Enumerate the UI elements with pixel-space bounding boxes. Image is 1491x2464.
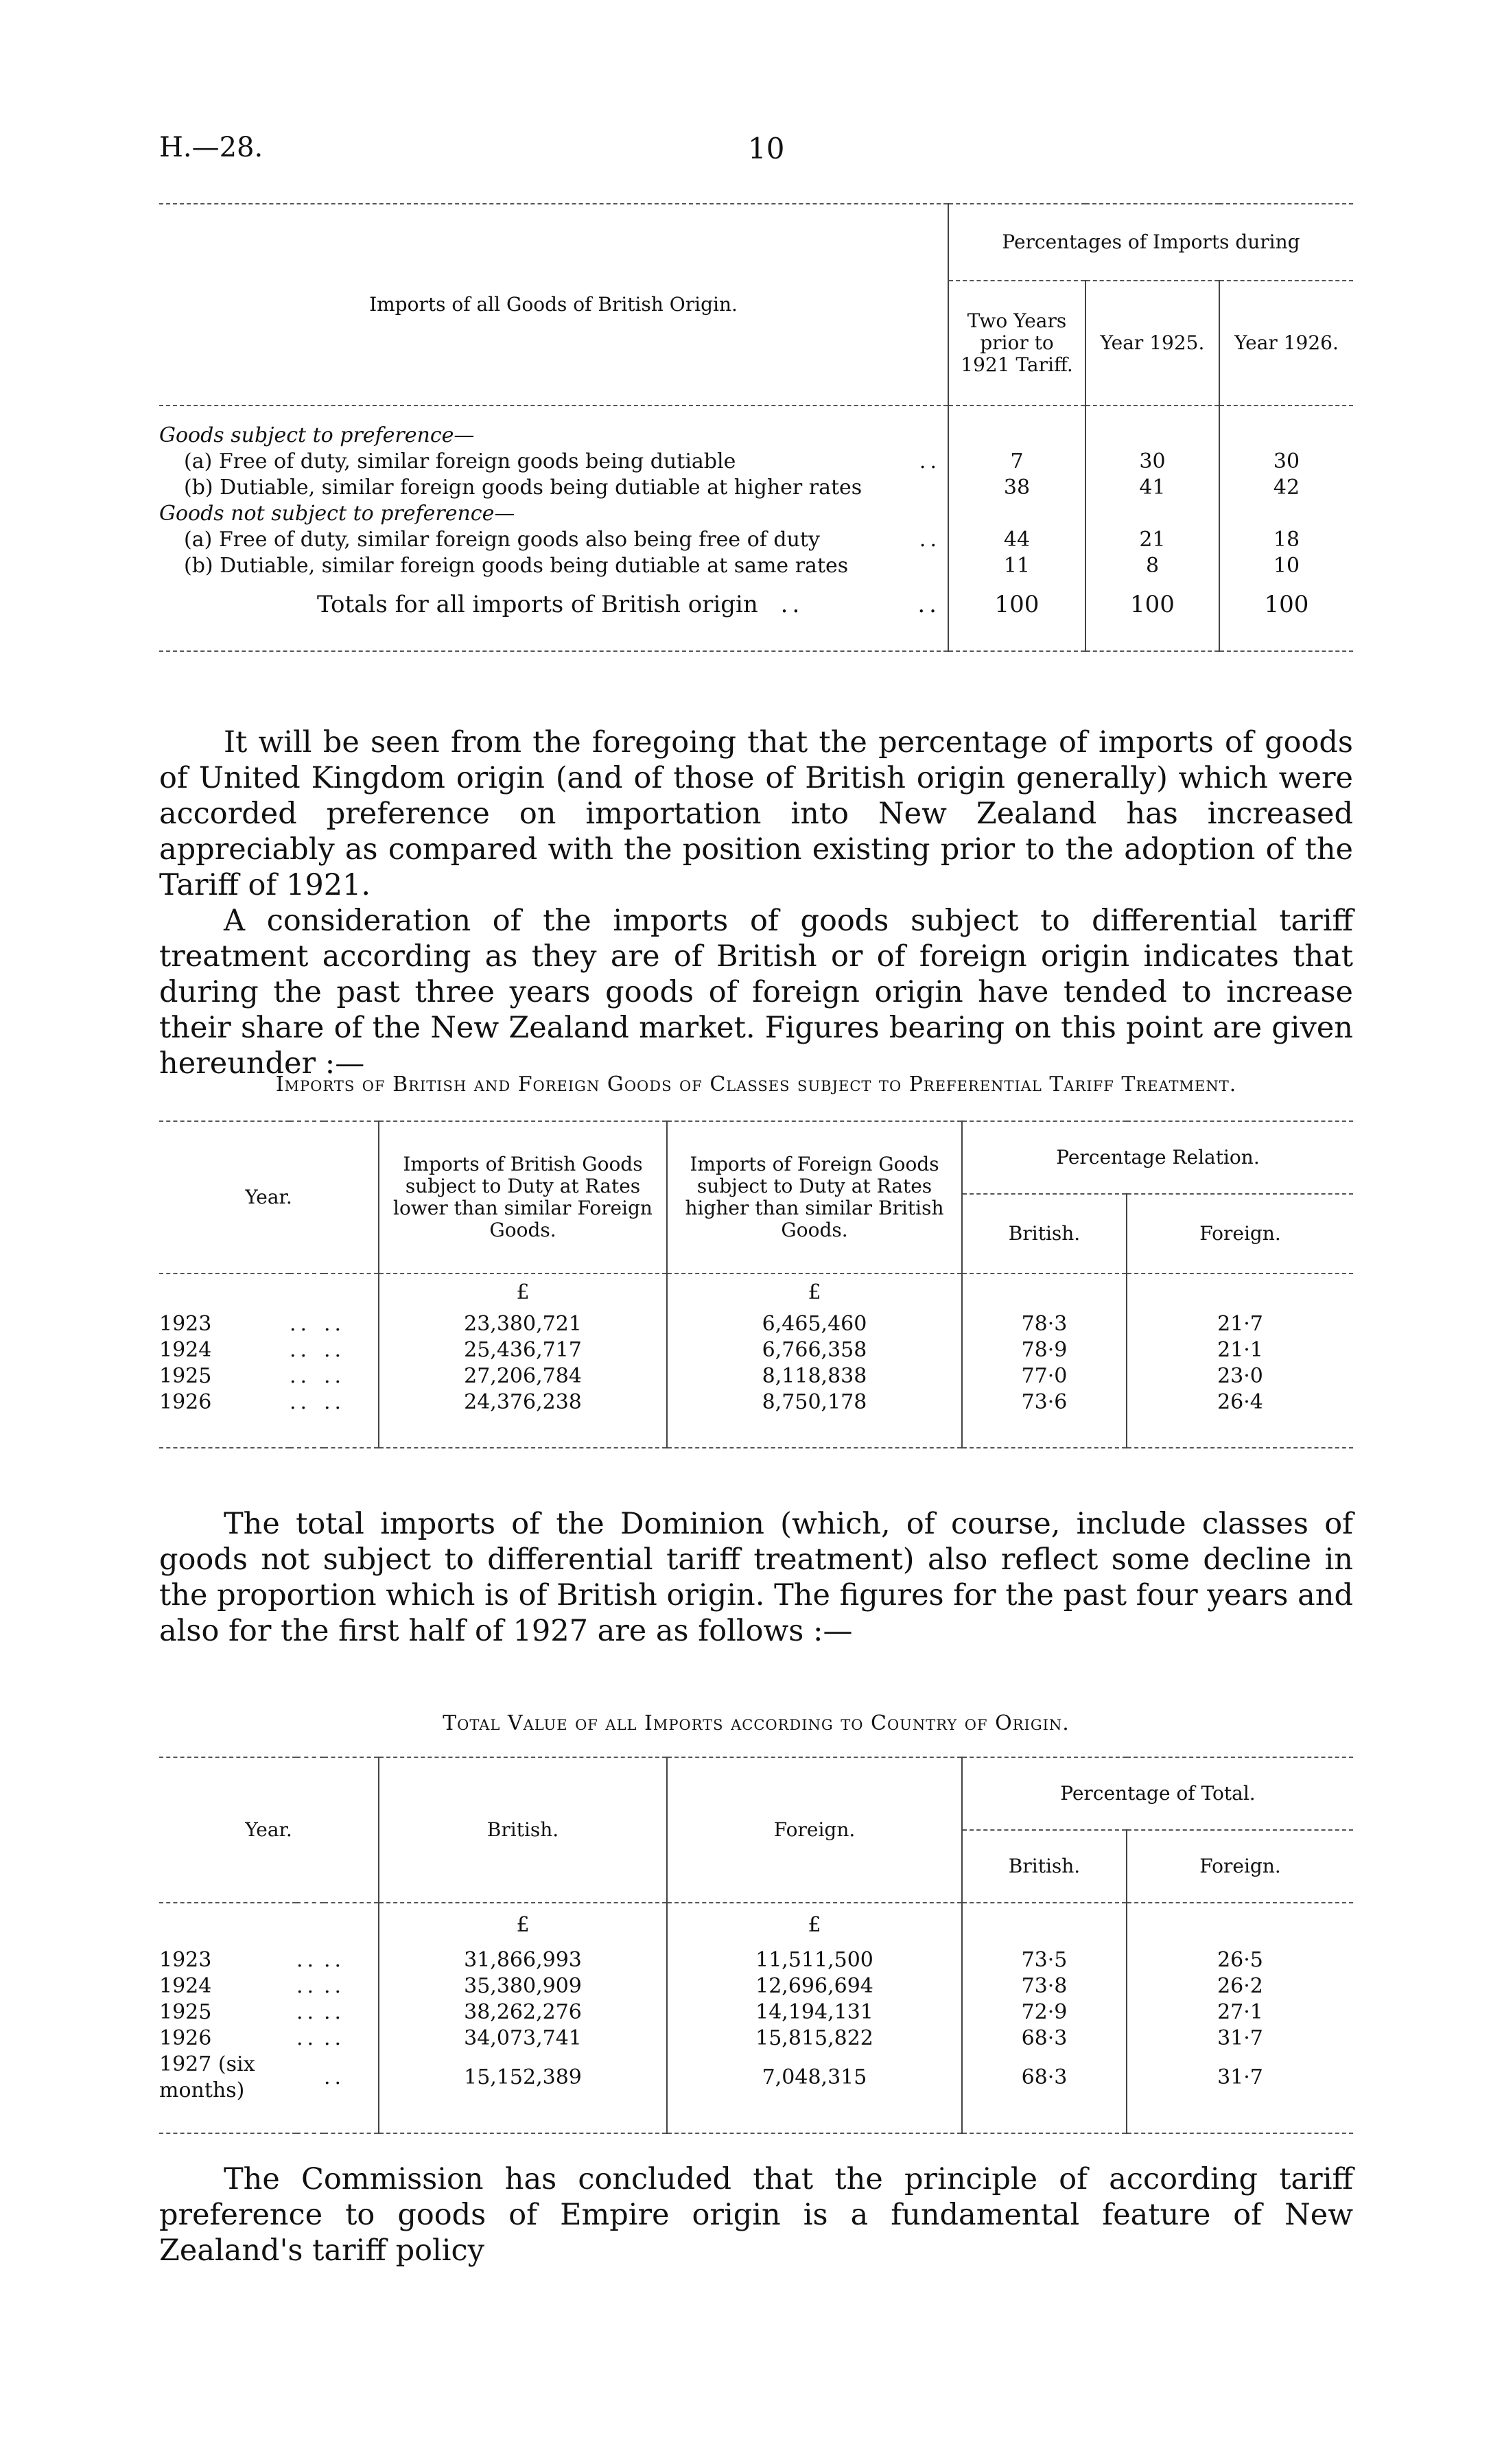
- cell-value: 100: [948, 591, 1085, 618]
- table-row: 1925 .. .. 38,262,276 14,194,131 72·9 27·1: [159, 1999, 1353, 2026]
- cell-value: 24,376,238: [379, 1389, 667, 1416]
- cell-value: 11: [948, 553, 1085, 579]
- cell-value: 7,048,315: [667, 2052, 962, 2104]
- table2-col-pct-foreign: Foreign.: [1127, 1194, 1353, 1274]
- cell-value: 30: [1219, 449, 1353, 475]
- table3-col-british: British.: [379, 1757, 667, 1903]
- paragraph: A consideration of the imports of goods subject to differential tariff treatment according as they are of British or of foreign origin indicates that during the past three years goods of foreign origin have tended to increase their share of the New Zealand market. Figures bearing on this point are given hereunder :—: [159, 904, 1353, 1081]
- currency-symbol: £: [379, 1903, 667, 1947]
- cell-value: 10: [1219, 553, 1353, 579]
- table-row: [159, 449, 1353, 475]
- cell-value: 8,750,178: [667, 1389, 962, 1416]
- table3-title: Total Value of all Imports according to Country of Origin.: [443, 1711, 1070, 1735]
- table-total-row: [159, 591, 1353, 618]
- cell-value: 23,380,721: [379, 1311, 667, 1337]
- table-row: [159, 475, 1353, 501]
- row-label: (b) Dutiable, similar foreign goods being dutiable at higher rates: [184, 476, 862, 500]
- table1-caption: Imports of all Goods of British Origin.: [369, 293, 738, 316]
- table-row: 1926 .. .. 34,073,741 15,815,822 68·3 31·7: [159, 2026, 1353, 2052]
- row-label: (a) Free of duty, similar foreign goods also being free of duty: [184, 528, 820, 552]
- cell-value: 34,073,741: [379, 2026, 667, 2052]
- body-text-1: [159, 725, 1353, 1081]
- cell-value: 11,511,500: [667, 1947, 962, 1973]
- cell-value: 38: [948, 475, 1085, 501]
- cell-value: 42: [1219, 475, 1353, 501]
- table-row: 1923 .. .. 31,866,993 11,511,500 73·5 26·5: [159, 1947, 1353, 1973]
- paragraph: It will be seen from the foregoing that the percentage of imports of goods of United Kingdom origin (and of those of British origin generally) which were accorded preference on importation into New Zealand has increased appreciably as compared with the position existing prior to the adoption of the Tariff of 1921.: [159, 725, 1353, 902]
- cell-year: 1924: [159, 1974, 212, 1998]
- table2-col-pct-british: British.: [962, 1194, 1127, 1274]
- paragraph: The total imports of the Dominion (which, of course, include classes of goods not subject to differential tariff treatment) also reflect some decline in the proportion which is of British origin. The figures for the past four years and also for the first half of 1927 are as follows :—: [159, 1507, 1353, 1648]
- paragraph: The Commission has concluded that the principle of according tariff preference to goods of Empire origin is a fundamental feature of New Zealand's tariff policy: [159, 2162, 1353, 2268]
- cell-value: 31·7: [1127, 2052, 1353, 2104]
- cell-value: 26·5: [1127, 1947, 1353, 1973]
- row-label: Goods subject to preference—: [159, 423, 475, 447]
- cell-value: 26·2: [1127, 1973, 1353, 1999]
- table2-col-year: Year.: [245, 1186, 292, 1208]
- cell-value: 78·9: [962, 1337, 1127, 1363]
- table1-col-1926: Year 1926.: [1219, 281, 1353, 406]
- cell-value: 21: [1085, 527, 1219, 553]
- cell-value: 78·3: [962, 1311, 1127, 1337]
- cell-value: 26·4: [1127, 1389, 1353, 1416]
- total-label: Totals for all imports of British origin: [317, 591, 758, 618]
- table-row: 1925 .. .. 27,206,784 8,118,838 77·0 23·0: [159, 1363, 1353, 1389]
- table-row: [159, 423, 1353, 449]
- cell-year: 1925: [159, 2000, 212, 2024]
- table3-col-year: Year.: [245, 1818, 292, 1841]
- cell-value: 6,766,358: [667, 1337, 962, 1363]
- cell-value: 100: [1085, 591, 1219, 618]
- cell-value: 68·3: [962, 2026, 1127, 2052]
- cell-value: 44: [948, 527, 1085, 553]
- cell-value: 38,262,276: [379, 1999, 667, 2026]
- cell-year: 1926: [159, 1390, 212, 1414]
- table2-col-british: Imports of British Goods subject to Duty at Rates lower than similar Foreign Goods.: [379, 1121, 667, 1274]
- table1-col-1925: Year 1925.: [1085, 281, 1219, 406]
- cell-value: 41: [1085, 475, 1219, 501]
- cell-value: 15,152,389: [379, 2052, 667, 2104]
- cell-year: 1927 (six months): [159, 2052, 255, 2102]
- table-row: 1923 .. .. 23,380,721 6,465,460 78·3 21·7: [159, 1311, 1353, 1337]
- table3-col-pct-british: British.: [962, 1830, 1127, 1903]
- row-label: Goods not subject to preference—: [159, 502, 515, 526]
- imports-by-origin-table: [159, 1757, 1353, 2134]
- cell-value: 21·7: [1127, 1311, 1353, 1337]
- row-label: (a) Free of duty, similar foreign goods being dutiable: [184, 449, 736, 473]
- cell-value: 27,206,784: [379, 1363, 667, 1389]
- table3-col-pct: Percentage of Total.: [962, 1757, 1353, 1830]
- currency-symbol: £: [379, 1274, 667, 1311]
- table2-title: Imports of British and Foreign Goods of Classes subject to Preferential Tariff Treatment.: [275, 1072, 1237, 1096]
- cell-value: 23·0: [1127, 1363, 1353, 1389]
- cell-value: 30: [1085, 449, 1219, 475]
- british-origin-imports-table: [159, 203, 1353, 652]
- currency-symbol: £: [667, 1274, 962, 1311]
- body-text-3: [159, 2161, 1353, 2268]
- cell-year: 1926: [159, 2026, 212, 2050]
- cell-value: 7: [948, 449, 1085, 475]
- table-row: [159, 527, 1353, 553]
- cell-value: 14,194,131: [667, 1999, 962, 2026]
- document-reference: H.—28.: [159, 132, 263, 163]
- table-row: 1924 .. .. 25,436,717 6,766,358 78·9 21·1: [159, 1337, 1353, 1363]
- cell-value: 8: [1085, 553, 1219, 579]
- document-page: [159, 0, 1353, 2464]
- cell-value: 18: [1219, 527, 1353, 553]
- cell-value: 12,696,694: [667, 1973, 962, 1999]
- cell-value: 72·9: [962, 1999, 1127, 2026]
- leader-dots: ..: [917, 591, 941, 618]
- table2-col-pct: Percentage Relation.: [962, 1121, 1353, 1194]
- cell-value: 8,118,838: [667, 1363, 962, 1389]
- cell-value: 35,380,909: [379, 1973, 667, 1999]
- cell-value: 31,866,993: [379, 1947, 667, 1973]
- body-text-2: [159, 1506, 1353, 1649]
- table2-col-foreign: Imports of Foreign Goods subject to Duty at Rates higher than similar British Goods.: [667, 1121, 962, 1274]
- cell-value: 77·0: [962, 1363, 1127, 1389]
- table3-col-pct-foreign: Foreign.: [1127, 1830, 1353, 1903]
- cell-value: 31·7: [1127, 2026, 1353, 2052]
- cell-year: 1924: [159, 1338, 212, 1362]
- cell-value: 21·1: [1127, 1337, 1353, 1363]
- table-row: 1926 .. .. 24,376,238 8,750,178 73·6 26·4: [159, 1389, 1353, 1416]
- table-row: 1927 (six months) .. 15,152,389 7,048,315 68·3 31·7: [159, 2052, 1353, 2104]
- table1-group-header: Percentages of Imports during: [948, 204, 1353, 281]
- cell-value: 25,436,717: [379, 1337, 667, 1363]
- currency-symbol: £: [667, 1903, 962, 1947]
- cell-value: 6,465,460: [667, 1311, 962, 1337]
- row-label: (b) Dutiable, similar foreign goods being dutiable at same rates: [184, 554, 849, 578]
- cell-value: 73·5: [962, 1947, 1127, 1973]
- table1-col-prior: Two Years prior to 1921 Tariff.: [948, 281, 1085, 406]
- cell-year: 1923: [159, 1948, 212, 1972]
- preferential-goods-table: [159, 1120, 1353, 1448]
- leader-dots: ..: [780, 591, 804, 618]
- cell-value: 27·1: [1127, 1999, 1353, 2026]
- table-row: [159, 501, 1353, 527]
- cell-value: 73·8: [962, 1973, 1127, 1999]
- page-number: 10: [748, 132, 785, 165]
- table-row: 1924 .. .. 35,380,909 12,696,694 73·8 26·2: [159, 1973, 1353, 1999]
- cell-year: 1925: [159, 1364, 212, 1388]
- cell-year: 1923: [159, 1312, 212, 1336]
- cell-value: 100: [1219, 591, 1353, 618]
- table3-col-foreign: Foreign.: [667, 1757, 962, 1903]
- cell-value: 73·6: [962, 1389, 1127, 1416]
- cell-value: 15,815,822: [667, 2026, 962, 2052]
- table-row: [159, 553, 1353, 579]
- cell-value: 68·3: [962, 2052, 1127, 2104]
- leader-dots: ..: [919, 449, 941, 473]
- leader-dots: ..: [919, 528, 941, 552]
